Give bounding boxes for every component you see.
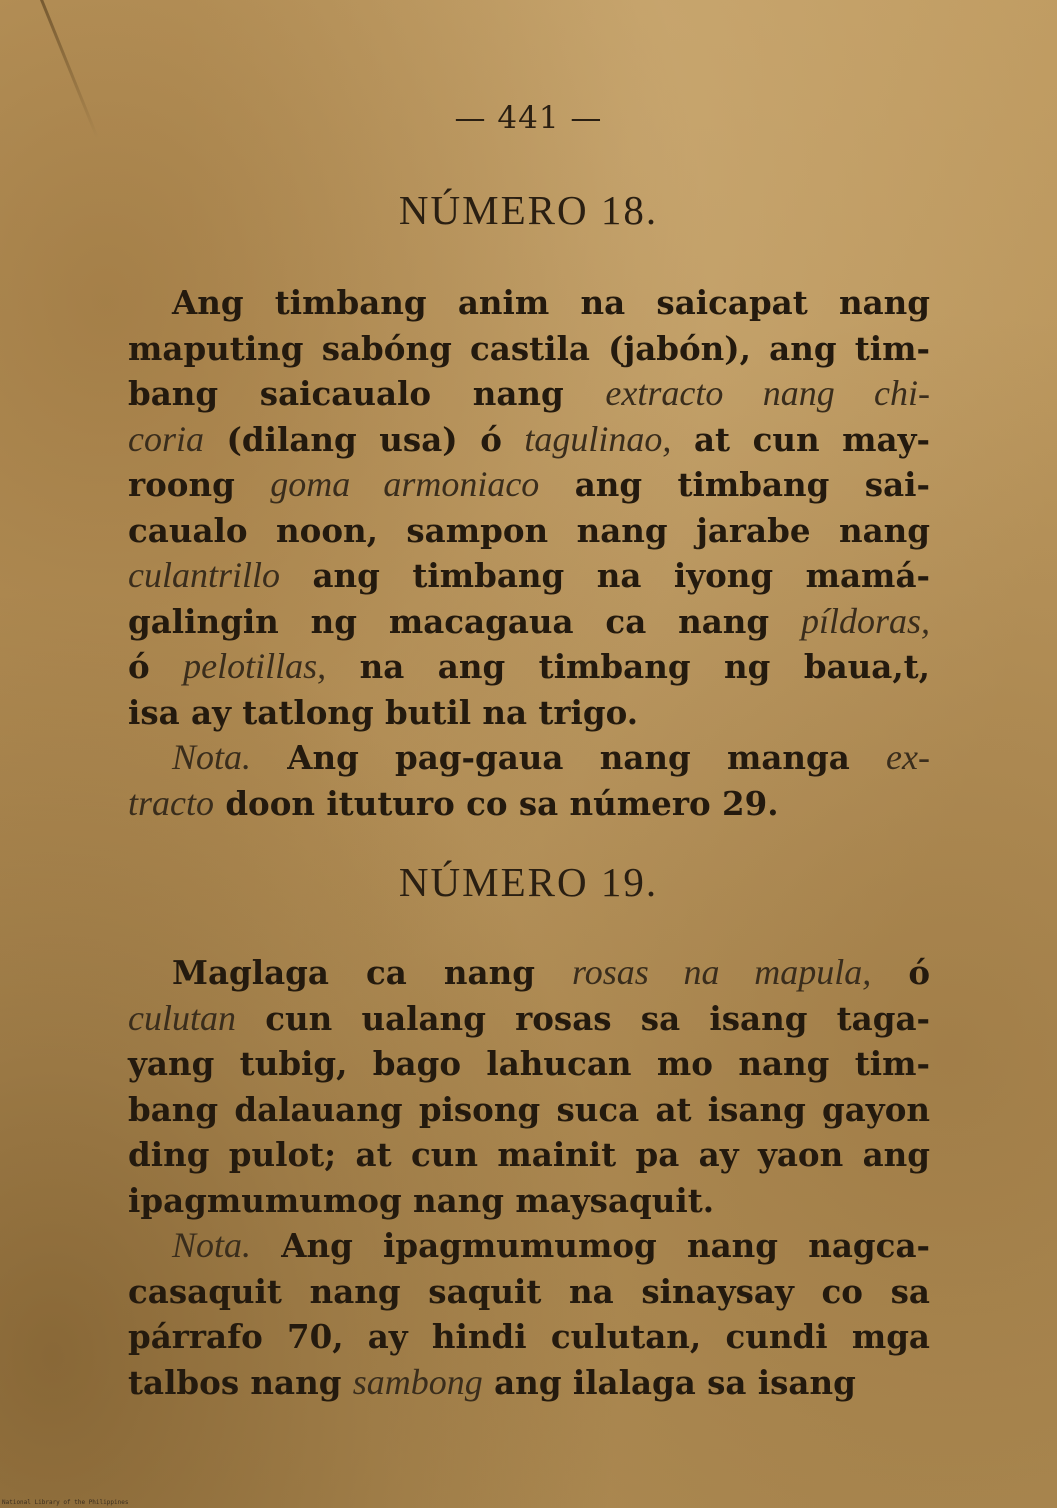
section-heading-19: NÚMERO 19. [398, 859, 659, 905]
text-line [128, 1223, 930, 1269]
text-run: Ang ipagmumumog nang nagca- [251, 1226, 930, 1265]
text-run: ang timbang na iyong mamá- [280, 556, 930, 595]
text-run: ó [128, 647, 184, 686]
section-heading-18: NÚMERO 18. [398, 187, 659, 233]
text-run: na ang timbang ng baua,t, [326, 647, 930, 686]
text-run: ang timbang sai- [539, 465, 930, 504]
italic-term: rosas na mapula, [572, 952, 872, 992]
italic-term: culantrillo [128, 555, 280, 595]
text-run: Ang pag-gaua nang manga [251, 738, 887, 777]
text-line [128, 1178, 930, 1224]
text-run: bang dalauang pisong suca at isang gayon [128, 1089, 930, 1129]
text-run: ó [871, 953, 930, 992]
text-line [128, 781, 930, 827]
italic-term: extracto nang chi- [605, 373, 930, 413]
text-run: bang saicaualo nang [128, 374, 606, 413]
text-line [128, 1360, 930, 1406]
text-run: párrafo 70, ay hindi culutan, cundi mga [128, 1317, 930, 1356]
text-line [128, 996, 930, 1042]
text-run: (dilang usa) ó [204, 419, 525, 459]
text-line [128, 417, 930, 463]
text-run: Maglaga ca nang [172, 953, 573, 992]
italic-term: Nota. [172, 737, 252, 777]
italic-term: sambong [352, 1361, 483, 1402]
text-run: galingin ng macagaua ca nang [128, 601, 801, 641]
italic-term: píldoras, [800, 600, 930, 641]
text-run: ang ilalaga sa isang [482, 1362, 856, 1402]
text-run: at cun may- [671, 419, 930, 459]
text-line [128, 462, 930, 508]
text-line [128, 1041, 930, 1087]
library-credit: National Library of the Philippines [2, 1499, 129, 1506]
text-line [128, 735, 930, 781]
italic-term: culutan [128, 997, 236, 1038]
italic-term: pelotillas, [183, 646, 327, 686]
text-line [128, 371, 930, 417]
section-body-18 [128, 280, 930, 826]
text-run: roong [128, 465, 271, 504]
text-run: ipagmumumog nang maysaquit. [128, 1180, 715, 1220]
page-number: — 441 — [454, 100, 603, 136]
text-run: cun ualang rosas sa isang taga- [235, 998, 930, 1038]
text-run: casaquit nang saquit na sinaysay co sa [128, 1271, 930, 1311]
italic-term: coria [128, 418, 204, 459]
text-line [128, 950, 930, 996]
italic-term: ex- [886, 737, 930, 777]
text-run: yang tubig, bago lahucan mo nang tim- [128, 1044, 930, 1083]
text-line [128, 508, 930, 554]
text-run: ding pulot; at cun mainit pa ay yaon ang [128, 1135, 930, 1174]
italic-term: Nota. [172, 1225, 252, 1265]
text-line [128, 280, 930, 326]
text-line [128, 599, 930, 645]
text-line [128, 644, 930, 690]
text-line [128, 690, 930, 736]
text-line [128, 553, 930, 599]
text-run: Ang timbang anim na saicapat nang [172, 283, 930, 322]
italic-term: tracto [128, 782, 214, 823]
text-run: isa ay tatlong butil na trigo. [128, 692, 639, 732]
text-line [128, 1269, 930, 1315]
text-line [128, 326, 930, 372]
text-line [128, 1087, 930, 1133]
text-run: doon ituturo co sa número 29. [214, 783, 779, 823]
text-run: caualo noon, sampon nang jarabe nang [128, 510, 930, 550]
text-run: talbos nang [128, 1362, 353, 1402]
italic-term: goma armoniaco [270, 464, 540, 504]
text-line [128, 1132, 930, 1178]
text-line [128, 1314, 930, 1360]
text-run: maputing sabóng castila (jabón), ang tim- [128, 328, 930, 368]
italic-term: tagulinao, [524, 418, 672, 459]
section-body-19 [128, 950, 930, 1405]
